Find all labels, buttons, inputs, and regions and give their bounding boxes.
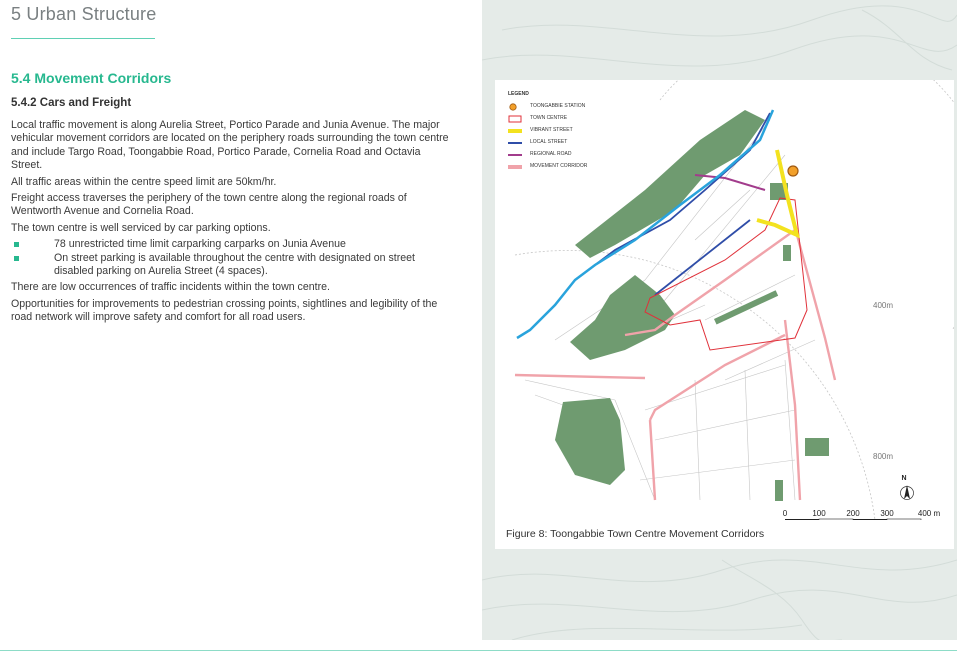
scale-bar xyxy=(783,509,941,520)
subsection-heading: 5.4.2 Cars and Freight xyxy=(11,97,132,109)
chapter-title: 5 Urban Structure xyxy=(11,4,157,24)
ring-400m xyxy=(660,80,954,330)
ring-label-800m: 800m xyxy=(873,452,894,461)
vibrant-street-legend-icon xyxy=(508,127,522,134)
movement-corridor-legend-icon xyxy=(508,163,522,170)
figure-caption: Figure 8: Toongabbie Town Centre Movement Corridors xyxy=(506,528,765,540)
regional-road xyxy=(695,175,765,190)
page-bottom-rule xyxy=(0,650,957,651)
legend-item-movement-corridor xyxy=(508,160,618,172)
bullet-text: On street parking is available throughout the centre with designated on street disabled parking on Aurelia Street (4 spaces). xyxy=(54,251,415,278)
legend-label: VIBRANT STREET xyxy=(530,127,573,133)
legend-item-station xyxy=(508,100,618,112)
legend-item-vibrant-street xyxy=(508,124,618,136)
scale-tick-100: 100 xyxy=(812,509,826,518)
figure-card xyxy=(495,80,954,549)
paragraph-parking: The town centre is well serviced by car parking options. xyxy=(11,221,271,234)
bullet-square-icon xyxy=(14,256,19,261)
regional-road-legend-icon xyxy=(508,151,522,158)
legend-label: LOCAL STREET xyxy=(530,139,568,145)
paragraph-freight: Freight access traverses the periphery of the town centre along the regional roads of Wentworth Avenue and Cornelia Road. xyxy=(11,192,407,218)
legend-label: TOONGABBIE STATION xyxy=(530,103,586,109)
legend-item-regional-road xyxy=(508,148,618,160)
legend-label: MOVEMENT CORRIDOR xyxy=(530,163,588,169)
paragraph-speed-limit: All traffic areas within the centre speed limit are 50km/hr. xyxy=(11,175,277,188)
section-heading: 5.4 Movement Corridors xyxy=(11,70,172,86)
list-item xyxy=(11,252,451,279)
body-text xyxy=(11,119,451,328)
bullet-text: 78 unrestricted time limit carparking carparks on Junia Avenue xyxy=(54,238,346,251)
movement-corridors xyxy=(515,230,835,500)
paragraph-local-traffic: Local traffic movement is along Aurelia Street, Portico Parade and Junia Avenue. The major vehicular movement corridors are located on the periphery roads surrounding the town centre and include Targo Road, Toongabbie Road, Portico Parade, Cornelia Road and Octavia Street. xyxy=(11,119,449,172)
movement-corridors-map xyxy=(495,80,954,520)
ring-label-400m: 400m xyxy=(873,301,894,310)
scale-tick-400: 400 m xyxy=(917,509,941,518)
chapter-underline xyxy=(11,38,155,39)
paragraph-opportunities: Opportunities for improvements to pedestrian crossing points, sightlines and legibility of the road network will improve safety and comfort for all road users. xyxy=(11,297,438,324)
scale-tick-300: 300 xyxy=(880,509,894,518)
local-street-legend-icon xyxy=(508,139,522,146)
legend-label: TOWN CENTRE xyxy=(530,115,568,121)
legend-item-town-centre xyxy=(508,112,618,124)
station-legend-icon xyxy=(508,103,522,110)
town-centre-legend-icon xyxy=(508,115,522,122)
list-item xyxy=(11,238,451,251)
scale-tick-0: 0 xyxy=(782,509,788,518)
bullet-square-icon xyxy=(14,242,19,247)
legend-item-local-street xyxy=(508,136,618,148)
parking-bullet-list xyxy=(11,238,451,278)
legend-label: REGIONAL ROAD xyxy=(530,151,572,157)
map-legend xyxy=(508,91,618,172)
station-marker xyxy=(788,166,798,176)
scale-tick-200: 200 xyxy=(846,509,860,518)
legend-title: LEGEND xyxy=(508,91,529,97)
north-arrow xyxy=(901,475,914,500)
north-label: N xyxy=(901,475,907,482)
paragraph-incidents: There are low occurrences of traffic incidents within the town centre. xyxy=(11,281,330,294)
